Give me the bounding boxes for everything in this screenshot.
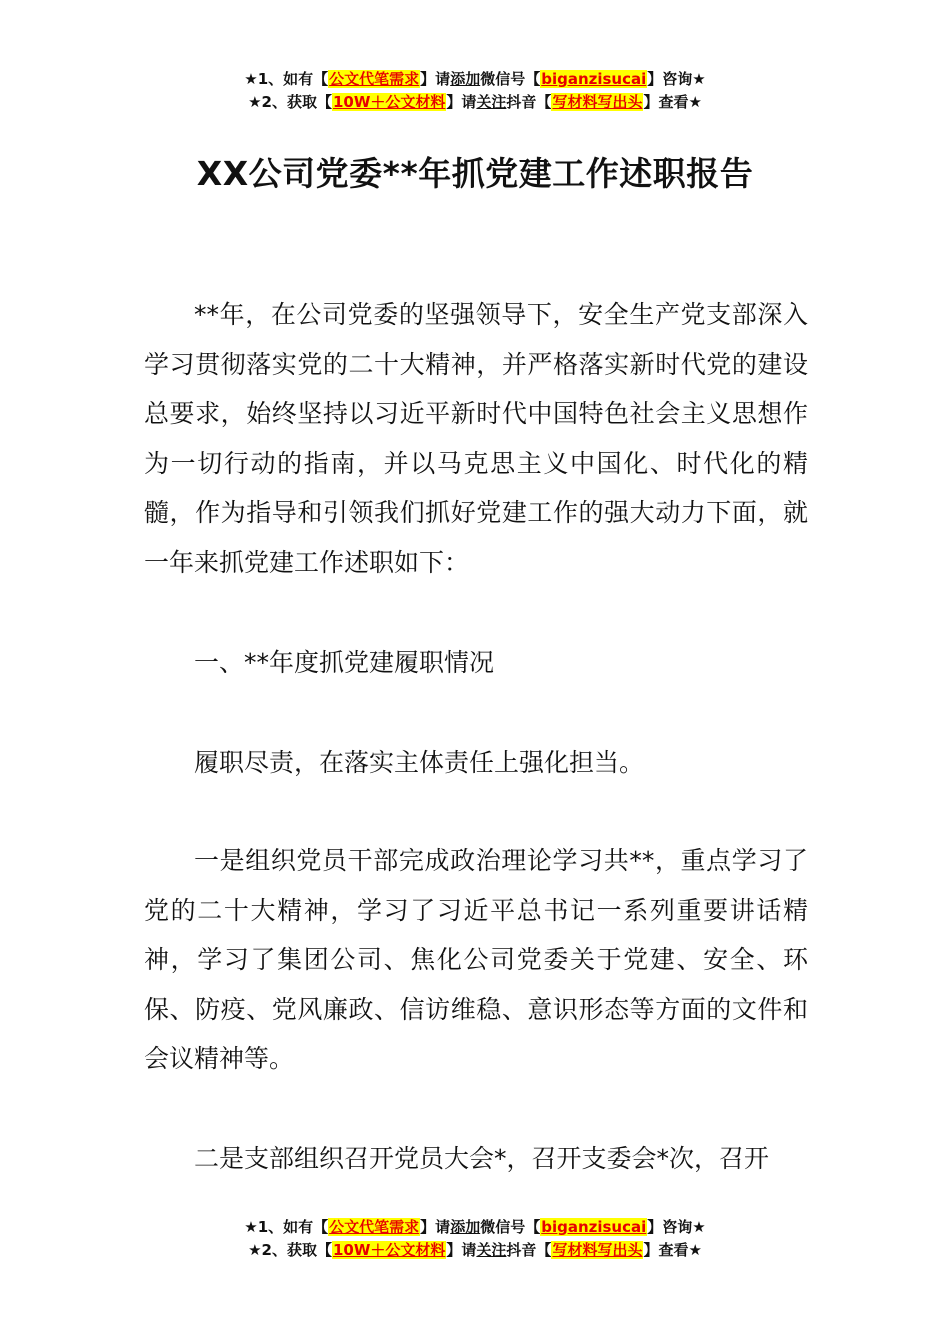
banner-text: 】请	[420, 70, 451, 88]
footer-banner	[0, 1216, 950, 1262]
banner-text: 抖音【	[506, 93, 552, 111]
banner-text: 微信号【	[480, 1218, 541, 1236]
paragraph-text: 二是支部组织召开党员大会*，召开支委会*次，召开	[194, 1144, 770, 1173]
highlight-douyin-account: 写材料写出头	[552, 1241, 643, 1259]
banner-line-1	[0, 68, 950, 91]
banner-text: 】查看★	[643, 93, 702, 111]
banner-text: ★1、如有【	[244, 70, 329, 88]
header-banner	[0, 68, 950, 114]
banner-text: 】请	[420, 1218, 451, 1236]
paragraph-text: **年，在公司党委的坚强领导下，安全生产党支部深入学习贯彻落实党的二十大精神，并严格落实新时代党的建设总要求，始终坚持以习近平新时代中国特色社会主义思想作为一切行动的指南，并以马克思主义中国化、时代化的精髓，作为指导和引领我们抓好党建工作的强大动力下面，就一年来抓党建工作述职如下：	[144, 300, 808, 577]
banner-text: 抖音【	[506, 1241, 552, 1259]
banner-line-1	[0, 1216, 950, 1239]
highlight-service: 公文代笔需求	[329, 1218, 420, 1236]
banner-text: 】咨询★	[647, 70, 706, 88]
banner-text: 】咨询★	[647, 1218, 706, 1236]
banner-line-2	[0, 1239, 950, 1262]
highlight-wechat-id: biganzisucai	[541, 70, 647, 88]
document-title: XX公司党委**年抓党建工作述职报告	[196, 154, 754, 193]
highlight-service: 公文代笔需求	[329, 70, 420, 88]
banner-text: 】请	[446, 93, 477, 111]
banner-text: ★2、获取【	[248, 1241, 332, 1259]
paragraph-item-2	[144, 1134, 808, 1184]
paragraph-item-1	[144, 836, 808, 1084]
underlined-text: 添加	[450, 1218, 481, 1236]
paragraph-text: 一是组织党员干部完成政治理论学习共**，重点学习了党的二十大精神，学习了习近平总书记一系列重要讲话精神，学习了集团公司、焦化公司党委关于党建、安全、环保、防疫、党风廉政、信访维稳、意识形态等方面的文件和会议精神等。	[144, 846, 808, 1073]
section-heading-text: 一、**年度抓党建履职情况	[194, 648, 495, 677]
banner-text: ★1、如有【	[244, 1218, 329, 1236]
banner-text: 微信号【	[480, 70, 541, 88]
highlight-materials: 10W＋公文材料	[332, 93, 446, 111]
section-heading	[144, 638, 808, 688]
banner-line-2	[0, 91, 950, 114]
paragraph-intro	[144, 290, 808, 587]
highlight-materials: 10W＋公文材料	[332, 1241, 446, 1259]
banner-text: 】查看★	[643, 1241, 702, 1259]
underlined-text: 关注	[476, 1241, 507, 1259]
highlight-wechat-id: biganzisucai	[541, 1218, 647, 1236]
subsection-heading	[144, 738, 808, 788]
underlined-text: 添加	[450, 70, 481, 88]
banner-text: 】请	[446, 1241, 477, 1259]
subsection-heading-text: 履职尽责，在落实主体责任上强化担当。	[194, 748, 645, 777]
highlight-douyin-account: 写材料写出头	[552, 93, 643, 111]
underlined-text: 关注	[476, 93, 507, 111]
banner-text: ★2、获取【	[248, 93, 332, 111]
